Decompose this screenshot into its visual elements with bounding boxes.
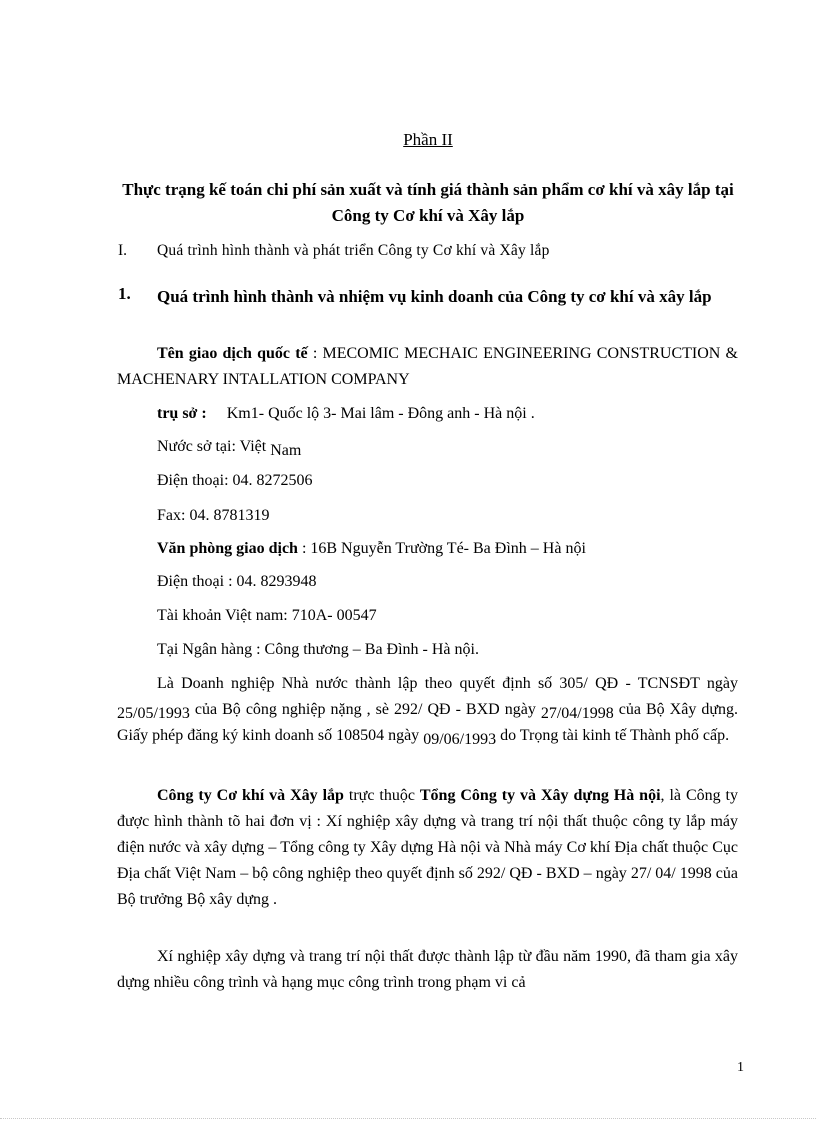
bank-account: Tài khoản Việt nam: 710A- 00547 [157,607,377,624]
para2-text-2: , là Công ty được hình thành tõ hai đơn vị : Xí nghiệp xây dựng và trang trí nội thất thuộc công ty lắp máy điện nước và xây dựng – Tổng công ty Xây dựng Hà nội và Nhà máy Cơ khí Địa chất thuộc Cục Địa chất Việt Nam – bộ công nghiệp theo quyết định số 292/ QĐ - BXD – ngày 27/ 04/ 1998 của Bộ trưởng Bộ xây dựng . [117,787,739,908]
para1-text-2: của Bộ công nghiệp nặng , sè 292/ QĐ - BXD ngày [189,701,541,718]
page-bottom-divider [0,1118,816,1119]
section-1-number: 1. [118,284,131,303]
part-title: Phần II [403,130,453,149]
head-office-value: Km1- Quốc lộ 3- Mai lâm - Đông anh - Hà nội . [226,405,535,422]
page-number: 1 [737,1060,744,1075]
phone-1: Điện thoại: 04. 8272506 [157,472,313,489]
enterprise-paragraph [117,944,738,996]
para1-date-3: 09/06/1993 [423,731,497,748]
country-value: Nam [270,442,302,459]
section-1-heading [118,284,738,310]
para2-company-name: Công ty Cơ khí và Xây lắp [157,787,344,804]
country-line [157,438,302,459]
para2-text-1: trực thuộc [343,787,420,804]
head-office-sep: : [197,405,207,422]
head-office-label: trụ sở [157,405,198,422]
para1-text-3: của Bộ Xây dựng. Giấy phép đăng ký kinh doanh số 108504 ngày [117,701,739,744]
para1-date-1: 25/05/1993 [117,705,190,722]
head-office-line [157,405,535,423]
section-1-text: Quá trình hình thành và nhiệm vụ kinh doanh của Công ty cơ khí và xây lắp [157,287,712,306]
intl-name-paragraph [117,341,738,393]
intl-name-value: : MECOMIC MECHAIC ENGINEERING CONSTRUCTION & MACHENARY INTALLATION COMPANY [117,345,739,388]
phone-2: Điện thoại : 04. 8293948 [157,573,317,590]
intl-name-label: Tên giao dịch quốc tế [157,345,308,362]
para1-text-1: Là Doanh nghiệp Nhà nước thành lập theo quyết định số 305/ QĐ - TCNSĐT ngày [157,675,738,692]
para1-date-2: 27/04/1998 [540,705,614,722]
bank-name: Tại Ngân hàng : Công thương – Ba Đình - Hà nội. [157,641,479,658]
section-i-text: Quá trình hình thành và phát triển Công ty Cơ khí và Xây lắp [157,242,550,259]
company-paragraph [117,783,738,913]
para1-text-4: do Trọng tài kinh tế Thành phố cấp. [496,727,730,744]
office-value: : 16B Nguyễn Trường Té- Ba Đình – Hà nội [297,540,586,557]
fax: Fax: 04. 8781319 [157,507,270,524]
country-label: Nước sở tại: Việt [157,438,267,455]
office-line [157,540,586,558]
office-label: Văn phòng giao dịch [157,540,298,557]
para3-text: Xí nghiệp xây dựng và trang trí nội thất được thành lập từ đầu năm 1990, đã tham gia xây dựng nhiều công trình và hạng mục công trình trong phạm vi cả [117,948,738,991]
para2-parent-company: Tổng Công ty và Xây dựng Hà nội [419,787,661,804]
main-title: Thực trạng kế toán chi phí sản xuất và tính giá thành sản phẩm cơ khí và xây lắp tại Công ty Cơ khí và Xây lắp [122,180,734,225]
establishment-paragraph [117,671,738,749]
section-i-number: I. [118,242,128,259]
